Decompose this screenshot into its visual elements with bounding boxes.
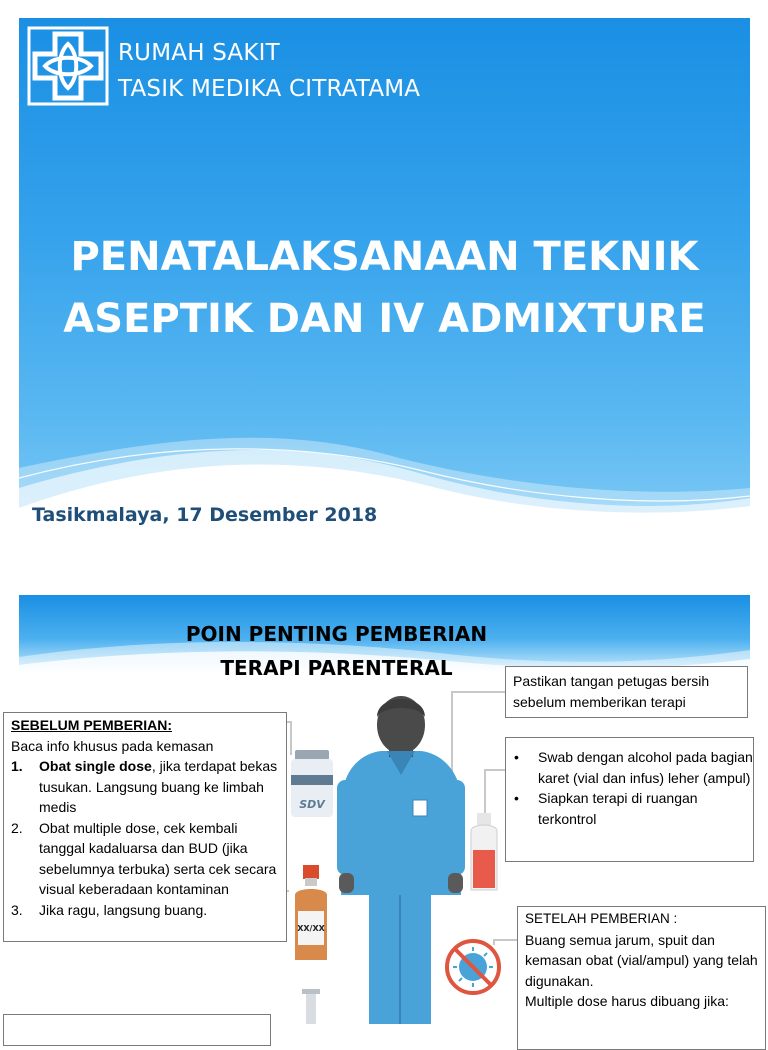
content-slide — [11, 595, 758, 1024]
slide-title — [19, 226, 750, 350]
after-administration-box — [517, 906, 766, 1050]
swab-box — [505, 737, 754, 862]
infusion-bottle-icon — [471, 813, 497, 890]
bottle-label: XX/XX — [297, 924, 325, 933]
hospital-name-line1: RUMAH SAKIT — [118, 40, 280, 66]
list-number: 3. — [11, 901, 23, 918]
sdv-vial-icon — [291, 750, 333, 817]
hospital-name — [118, 35, 420, 107]
list-number: 2. — [11, 819, 23, 836]
content-slide-title-line1: POIN PENTING PEMBERIAN — [185, 622, 488, 646]
swab-item-text: Swab dengan alcohol pada bagian karet (vial dan infus) leher (ampul) — [538, 749, 753, 786]
swab-list — [513, 747, 753, 829]
hospital-logo-icon — [27, 26, 109, 106]
after-heading: SETELAH PEMBERIAN : — [525, 911, 678, 926]
before-administration-box — [3, 712, 287, 942]
before-list-item — [11, 900, 282, 921]
bullet: • — [514, 749, 519, 765]
after-text-1: Buang semua jarum, spuit dan kemasan obat (vial/ampul) yang telah digunakan. — [525, 931, 758, 989]
before-heading: SEBELUM PEMBERIAN: — [11, 717, 173, 733]
title-slide — [19, 18, 750, 553]
content-slide-title-line2: TERAPI PARENTERAL — [220, 656, 453, 680]
list-number: 1. — [11, 758, 23, 774]
before-intro: Baca info khusus pada kemasan — [11, 737, 214, 754]
list-item-bold: Obat single dose — [39, 758, 152, 774]
list-item-text: , jika terdapat bekas tusukan. Langsung buang ke limbah medis — [39, 758, 278, 815]
slide-title-line2: ASEPTIK DAN IV ADMIXTURE — [63, 296, 706, 342]
hand-hygiene-box — [505, 666, 748, 718]
list-item-text: Jika ragu, langsung buang. — [39, 901, 208, 918]
medicine-bottle-icon — [295, 865, 327, 960]
swab-list-item — [513, 747, 753, 788]
before-list-item — [11, 818, 282, 900]
after-text-2: Multiple dose harus dibuang jika: — [525, 993, 729, 1009]
list-item-text: Obat multiple dose, cek kembali tanggal kadaluarsa dan BUD (jika sebelumnya terbuka) serta cek secara visual keberadaan kontaminan — [39, 819, 277, 897]
syringe-icon — [302, 989, 320, 1024]
bottom-info-box — [3, 1014, 271, 1046]
hospital-name-line2: TASIK MEDIKA CITRATAMA — [118, 76, 421, 102]
slide-title-line1: PENATALAKSANAAN TEKNIK — [70, 234, 699, 280]
swab-list-item — [513, 788, 753, 829]
sdv-label: SDV — [299, 798, 325, 811]
before-list-item — [11, 756, 282, 818]
presentation-date: Tasikmalaya, 17 Desember 2018 — [32, 504, 378, 526]
hand-hygiene-text: Pastikan tangan petugas bersih sebelum memberikan terapi — [513, 673, 710, 710]
swab-item-text: Siapkan terapi di ruangan terkontrol — [538, 790, 698, 827]
medical-staff-figure — [337, 696, 465, 1024]
bullet: • — [514, 790, 519, 806]
virus-icon — [447, 941, 499, 993]
before-list — [11, 756, 282, 920]
